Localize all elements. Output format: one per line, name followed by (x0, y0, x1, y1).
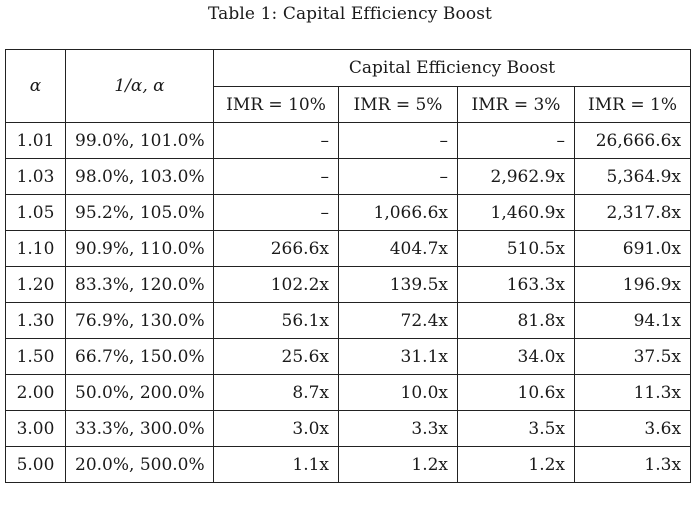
cell-alpha: 1.10 (6, 231, 66, 267)
cell-imr-1: 5,364.9x (575, 159, 691, 195)
cell-alpha: 2.00 (6, 375, 66, 411)
cell-imr-5: – (339, 123, 458, 159)
cell-inverse-alpha: 76.9%, 130.0% (66, 303, 214, 339)
header-row-group (6, 50, 691, 87)
cell-imr-1: 691.0x (575, 231, 691, 267)
column-header-imr-3: IMR = 3% (458, 87, 575, 123)
cell-imr-5: 1,066.6x (339, 195, 458, 231)
table-row (6, 231, 691, 267)
cell-imr-10: 1.1x (214, 447, 339, 483)
cell-imr-3: 163.3x (458, 267, 575, 303)
cell-imr-10: 102.2x (214, 267, 339, 303)
cell-imr-3: 81.8x (458, 303, 575, 339)
cell-imr-10: 25.6x (214, 339, 339, 375)
column-header-alpha: α (6, 50, 66, 123)
cell-imr-3: 1,460.9x (458, 195, 575, 231)
cell-imr-5: 72.4x (339, 303, 458, 339)
cell-imr-1: 11.3x (575, 375, 691, 411)
cell-inverse-alpha: 83.3%, 120.0% (66, 267, 214, 303)
cell-inverse-alpha: 33.3%, 300.0% (66, 411, 214, 447)
cell-imr-1: 3.6x (575, 411, 691, 447)
cell-imr-1: 1.3x (575, 447, 691, 483)
cell-alpha: 1.01 (6, 123, 66, 159)
cell-imr-5: 3.3x (339, 411, 458, 447)
cell-imr-3: 34.0x (458, 339, 575, 375)
cell-imr-10: 3.0x (214, 411, 339, 447)
cell-imr-10: 8.7x (214, 375, 339, 411)
cell-inverse-alpha: 66.7%, 150.0% (66, 339, 214, 375)
cell-alpha: 1.05 (6, 195, 66, 231)
cell-inverse-alpha: 50.0%, 200.0% (66, 375, 214, 411)
cell-alpha: 1.50 (6, 339, 66, 375)
column-group-header-capital-efficiency-boost: Capital Efficiency Boost (214, 50, 691, 87)
cell-imr-10: – (214, 195, 339, 231)
column-header-inverse-alpha: 1/α, α (66, 50, 214, 123)
cell-alpha: 5.00 (6, 447, 66, 483)
column-header-imr-10: IMR = 10% (214, 87, 339, 123)
table-row (6, 447, 691, 483)
cell-imr-5: 1.2x (339, 447, 458, 483)
table-row (6, 159, 691, 195)
table-row (6, 339, 691, 375)
cell-inverse-alpha: 90.9%, 110.0% (66, 231, 214, 267)
cell-imr-3: – (458, 123, 575, 159)
cell-alpha: 1.30 (6, 303, 66, 339)
column-header-imr-5: IMR = 5% (339, 87, 458, 123)
capital-efficiency-table (5, 49, 691, 483)
cell-imr-3: 1.2x (458, 447, 575, 483)
cell-imr-10: 56.1x (214, 303, 339, 339)
cell-imr-5: 10.0x (339, 375, 458, 411)
table-row (6, 123, 691, 159)
cell-inverse-alpha: 99.0%, 101.0% (66, 123, 214, 159)
cell-imr-1: 26,666.6x (575, 123, 691, 159)
cell-imr-10: 266.6x (214, 231, 339, 267)
cell-imr-10: – (214, 123, 339, 159)
cell-imr-5: 31.1x (339, 339, 458, 375)
cell-imr-1: 2,317.8x (575, 195, 691, 231)
cell-inverse-alpha: 95.2%, 105.0% (66, 195, 214, 231)
cell-imr-3: 10.6x (458, 375, 575, 411)
table-row (6, 303, 691, 339)
cell-imr-3: 3.5x (458, 411, 575, 447)
table-row (6, 411, 691, 447)
table-row (6, 375, 691, 411)
cell-imr-10: – (214, 159, 339, 195)
table-caption: Table 1: Capital Efficiency Boost (208, 4, 492, 24)
cell-inverse-alpha: 98.0%, 103.0% (66, 159, 214, 195)
cell-inverse-alpha: 20.0%, 500.0% (66, 447, 214, 483)
cell-imr-3: 2,962.9x (458, 159, 575, 195)
cell-imr-1: 94.1x (575, 303, 691, 339)
cell-imr-5: – (339, 159, 458, 195)
table-row (6, 267, 691, 303)
cell-alpha: 3.00 (6, 411, 66, 447)
table-row (6, 195, 691, 231)
cell-alpha: 1.20 (6, 267, 66, 303)
cell-imr-3: 510.5x (458, 231, 575, 267)
cell-imr-5: 404.7x (339, 231, 458, 267)
cell-alpha: 1.03 (6, 159, 66, 195)
column-header-imr-1: IMR = 1% (575, 87, 691, 123)
cell-imr-1: 37.5x (575, 339, 691, 375)
cell-imr-1: 196.9x (575, 267, 691, 303)
cell-imr-5: 139.5x (339, 267, 458, 303)
